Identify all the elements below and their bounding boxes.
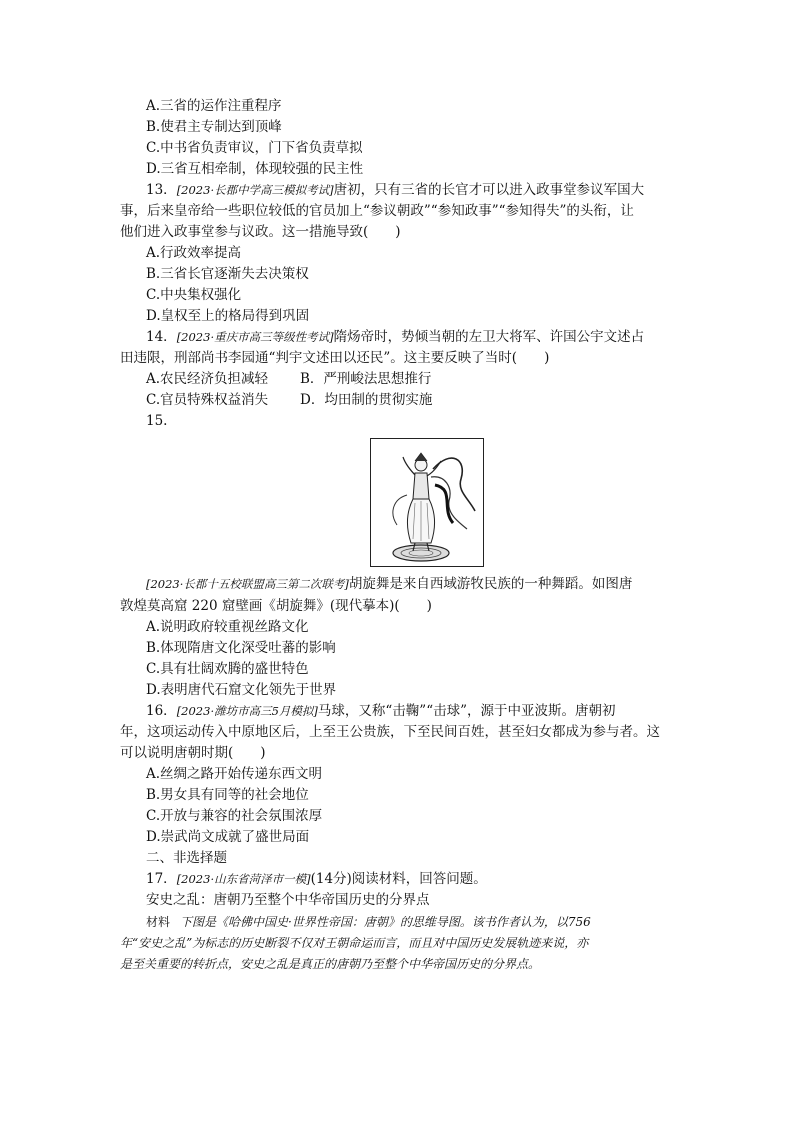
q14-stem-line2: 田违限，刑部尚书李园通“判宇文述田以还民”。这主要反映了当时( ) bbox=[120, 350, 550, 366]
q16-text-1: 马球，又称“击鞠”“击球”，源于中亚波斯。唐朝初 bbox=[317, 703, 616, 719]
q13-source: [2023·长郡中学高三模拟考试] bbox=[176, 183, 334, 197]
q16-source: [2023·潍坊市高三5月模拟] bbox=[176, 704, 318, 718]
q13-stem-line2: 事，后来皇帝给一些职位较低的官员加上“参议朝政”“参知政事”“参知得失”的头衔，让 bbox=[120, 203, 634, 219]
q16-option-a: A.丝绸之路开始传递东西文明 bbox=[146, 766, 323, 782]
q13-number: 13． bbox=[146, 182, 177, 198]
q14-number: 14． bbox=[146, 329, 177, 345]
q17-material-line1 bbox=[146, 912, 591, 932]
q16-option-b: B.男女具有同等的社会地位 bbox=[146, 787, 309, 803]
q14-option-a: A.农民经济负担减轻 bbox=[146, 371, 269, 387]
q17-material-label: 材料 bbox=[146, 915, 171, 929]
q14-stem-line1 bbox=[146, 327, 644, 347]
q14-options-row1 bbox=[146, 369, 431, 389]
q14-text-1: 隋炀帝时，势倾当朝的左卫大将军、许国公宇文述占 bbox=[333, 329, 645, 345]
q13-option-b: B.三省长官逐渐失去决策权 bbox=[146, 266, 309, 282]
q15-stem-line1 bbox=[146, 574, 632, 594]
q15-option-d: D.表明唐代石窟文化领先于世界 bbox=[146, 682, 337, 698]
q16-stem-line3: 可以说明唐朝时期( ) bbox=[120, 745, 266, 761]
q13-option-c: C.中央集权强化 bbox=[146, 287, 242, 303]
q13-option-d: D.皇权至上的格局得到巩固 bbox=[146, 308, 310, 324]
q14-option-c: C.官员特殊权益消失 bbox=[146, 392, 269, 408]
q15-option-a: A.说明政府较重视丝路文化 bbox=[146, 619, 309, 635]
q16-stem-line1 bbox=[146, 701, 616, 721]
q16-stem-line2: 年，这项运动传入中原地区后，上至王公贵族，下至民间百姓，甚至妇女都成为参与者。这 bbox=[120, 724, 660, 740]
q12-option-a: A.三省的运作注重程序 bbox=[146, 98, 282, 114]
q17-stem-line1 bbox=[146, 869, 487, 889]
q14-option-d: D．均田制的贯彻实施 bbox=[300, 392, 433, 408]
q15-text-1: 胡旋舞是来自西域游牧民族的一种舞蹈。如图唐 bbox=[348, 576, 633, 592]
q17-number: 17． bbox=[146, 871, 177, 887]
q15-source: [2023·长郡十五校联盟高三第二次联考] bbox=[146, 577, 349, 591]
q12-option-d: D.三省互相牵制，体现较强的民主性 bbox=[146, 161, 364, 177]
q12-option-b: B.使君主专制达到顶峰 bbox=[146, 119, 282, 135]
q16-option-c: C.开放与兼容的社会氛围浓厚 bbox=[146, 808, 323, 824]
q17-material-line2: 年“安史之乱”为标志的历史断裂不仅对王朝命运而言，而且对中国历史发展轨迹来说，亦 bbox=[120, 936, 589, 950]
section-heading-non-choice: 二、非选择题 bbox=[146, 850, 227, 866]
q14-source: [2023·重庆市高三等级性考试] bbox=[176, 330, 334, 344]
q13-stem-line1 bbox=[146, 180, 644, 200]
dancer-illustration bbox=[371, 439, 483, 566]
q17-text-1: (14分)阅读材料，回答问题。 bbox=[310, 871, 487, 887]
q13-option-a: A.行政效率提高 bbox=[146, 245, 242, 261]
q14-option-b: B．严刑峻法思想推行 bbox=[300, 371, 432, 387]
q12-option-c: C.中书省负责审议，门下省负责草拟 bbox=[146, 140, 363, 156]
huxuan-dance-mural-image bbox=[370, 438, 484, 567]
q15-number: 15. bbox=[146, 413, 168, 429]
q13-text-1: 唐初，只有三省的长官才可以进入政事堂参议军国大 bbox=[333, 182, 645, 198]
q17-material-line3: 是至关重要的转折点，安史之乱是真正的唐朝乃至整个中华帝国历史的分界点。 bbox=[120, 957, 541, 971]
q14-options-row2 bbox=[146, 390, 432, 410]
q15-stem-line2: 敦煌莫高窟 220 窟壁画《胡旋舞》(现代摹本)( ) bbox=[120, 598, 432, 614]
q17-material-text-1: 下图是《哈佛中国史·世界性帝国：唐朝》的思维导图。该书作者认为，以756 bbox=[180, 915, 591, 929]
q17-subtitle: 安史之乱：唐朝乃至整个中华帝国历史的分界点 bbox=[146, 892, 430, 908]
q15-option-b: B.体现隋唐文化深受吐蕃的影响 bbox=[146, 640, 336, 656]
q17-source: [2023·山东省菏泽市一模] bbox=[176, 872, 311, 886]
q16-option-d: D.崇武尚文成就了盛世局面 bbox=[146, 829, 310, 845]
q13-stem-line3: 他们进入政事堂参与议政。这一措施导致( ) bbox=[120, 224, 401, 240]
q16-number: 16． bbox=[146, 703, 177, 719]
q15-option-c: C.具有壮阔欢腾的盛世特色 bbox=[146, 661, 309, 677]
